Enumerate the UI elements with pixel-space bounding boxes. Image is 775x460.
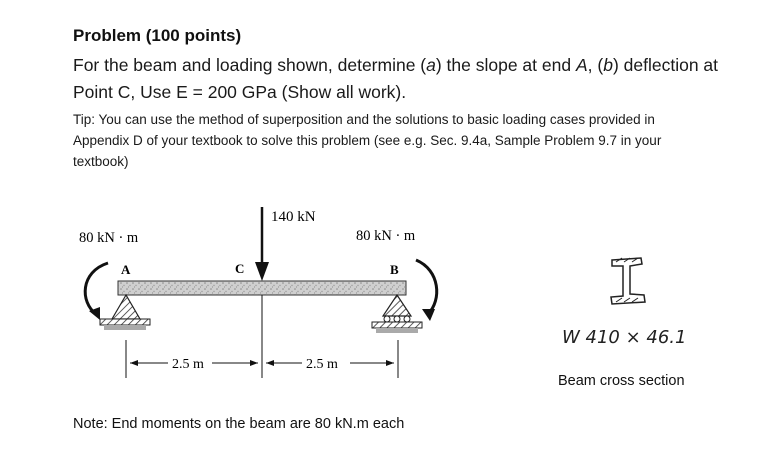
load-label: 140 kN: [271, 209, 316, 225]
tip-line-3: textbook): [73, 154, 129, 169]
right-support: [372, 295, 422, 333]
dim-right-label: 2.5 m: [306, 357, 338, 372]
statement-text: For the beam and loading shown, determine (: [73, 55, 427, 75]
dim-left-label: 2.5 m: [172, 357, 204, 372]
section-label: W 410 × 46.1: [562, 327, 687, 348]
statement-text: ) deflection at: [612, 55, 719, 75]
part-a-letter: a: [426, 55, 436, 75]
point-b-label: B: [390, 262, 399, 277]
right-moment-arrow: [416, 260, 437, 314]
end-a-label: A: [575, 55, 588, 75]
statement-text: ) the slope at end: [435, 55, 576, 75]
left-moment-arrow: [85, 263, 108, 314]
dimension-lines: [126, 295, 398, 378]
load-arrow: [255, 207, 269, 281]
moment-right-label: 80 kN · m: [356, 228, 416, 244]
statement-line-2: Point C, Use E = 200 GPa (Show all work).: [73, 82, 407, 102]
statement-text: , (: [587, 55, 604, 75]
i-beam-sketch-icon: [611, 258, 645, 304]
part-b-letter: b: [603, 55, 613, 75]
problem-title: Problem (100 points): [73, 26, 242, 45]
left-support: [100, 295, 150, 330]
tip-line-1: Tip: You can use the method of superposition and the solutions to basic loading cases provided in: [73, 112, 655, 127]
note-text: Note: End moments on the beam are 80 kN.m each: [73, 416, 405, 432]
beam: [118, 281, 406, 295]
section-caption: Beam cross section: [558, 373, 685, 389]
point-a-label: A: [121, 262, 131, 277]
tip-line-2: Appendix D of your textbook to solve this problem (see e.g. Sec. 9.4a, Sample Problem 9.7 in your: [73, 133, 662, 148]
right-moment-arrowhead: [422, 309, 435, 321]
moment-left-label: 80 kN · m: [79, 230, 139, 246]
point-c-label: C: [235, 261, 245, 276]
